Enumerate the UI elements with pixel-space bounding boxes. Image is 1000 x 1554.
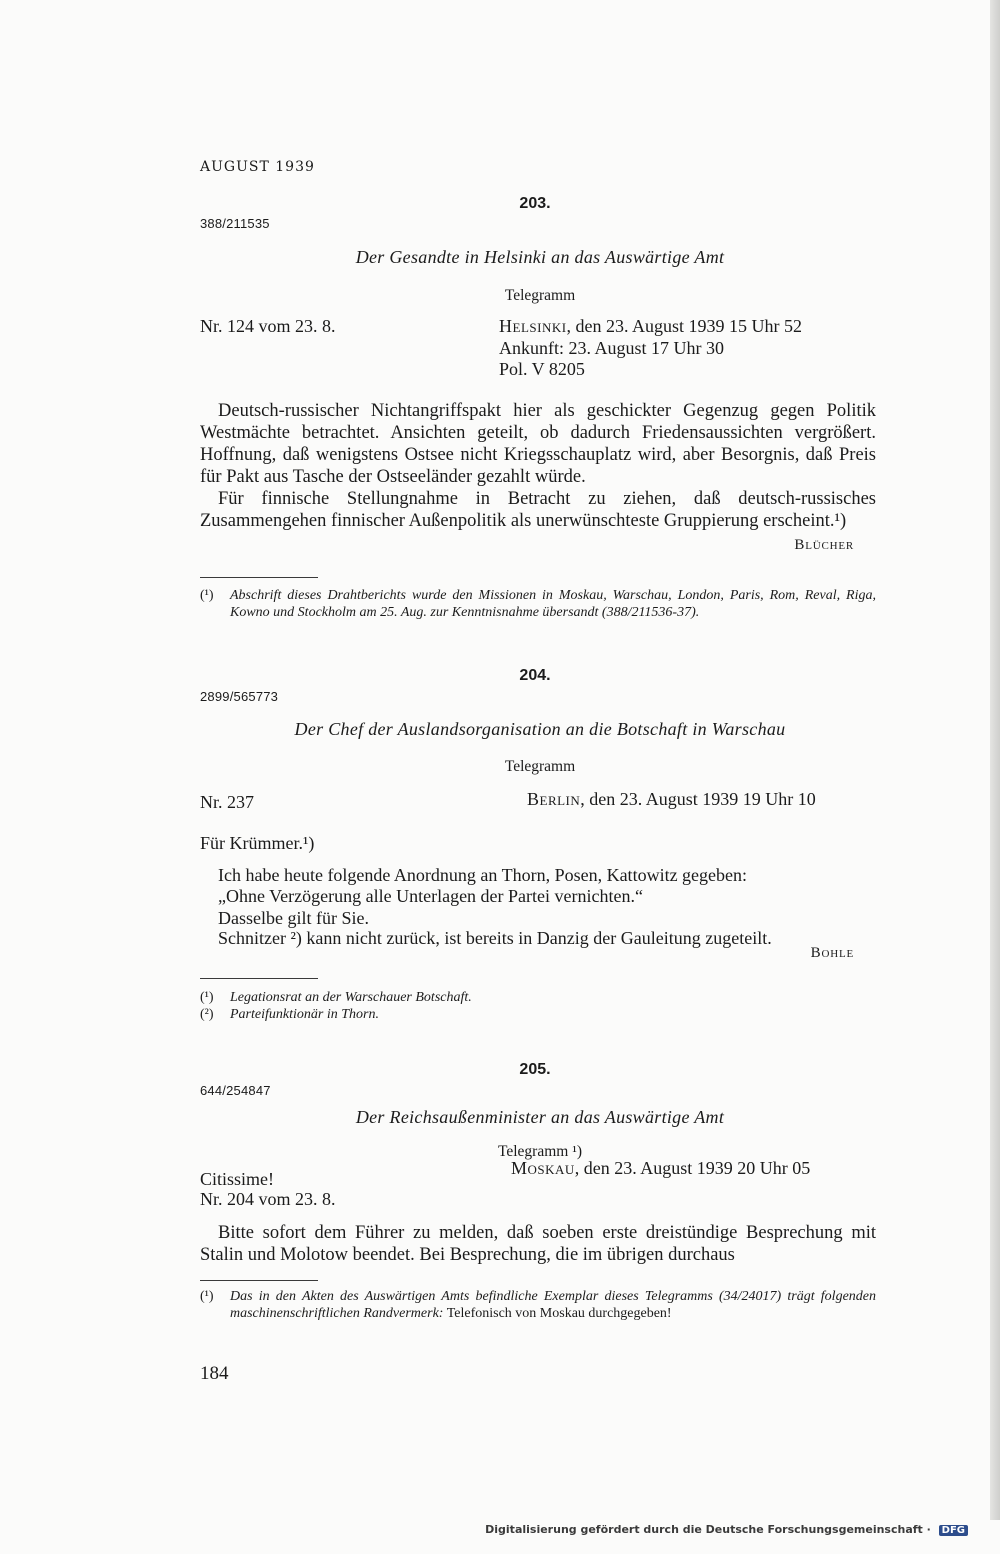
arrival-line: Ankunft: 23. August 17 Uhr 30: [499, 338, 724, 358]
urgency-marker: Citissime!: [200, 1169, 275, 1189]
document-title: Der Chef der Auslandsorganisation an die Botschaft in Warschau: [294, 719, 786, 739]
document-type: Telegramm ¹): [497, 1143, 583, 1160]
place-date-line: [499, 316, 802, 337]
footnote-text: Abschrift dieses Drahtberichts wurde den Missionen in Moskau, Warschau, London, Paris, Rom, Reval, Riga, Kowno und Stockholm am 25. Aug. zur Kenntnisnahme übersandt (388/211536-37).: [230, 588, 876, 620]
document-type: Telegramm: [504, 758, 576, 775]
dfg-logo: DFG: [939, 1525, 968, 1536]
document-type: Telegramm: [504, 287, 576, 304]
signature: Bohle: [810, 945, 854, 961]
credit-text: Digitalisierung gefördert durch die Deutsche Forschungsgemeinschaft: [485, 1523, 923, 1536]
place-name: Helsinki: [499, 316, 567, 336]
footnote-italic-text: Das in den Akten des Auswärtigen Amts befindliche Exemplar dieses Telegramms (34/24017) trägt folgenden maschinenschriftlichen Randvermerk:: [230, 1289, 876, 1321]
footnote-mark: (¹): [200, 1289, 214, 1304]
footnote-text: [230, 1288, 876, 1322]
date-time: , den 23. August 1939 15 Uhr 52: [566, 316, 803, 336]
footnote-rule: [200, 1280, 318, 1281]
place-name: Moskau: [511, 1158, 575, 1178]
telegram-number: Nr. 237: [200, 792, 254, 812]
file-reference: 644/254847: [200, 1083, 271, 1098]
place-date-line: [527, 789, 816, 810]
document-body: [200, 400, 876, 532]
place-name: Berlin: [527, 789, 581, 809]
document-title: Der Reichsaußenminister an das Auswärtige Amt: [355, 1107, 725, 1127]
addressee: Für Krümmer.¹): [200, 833, 315, 853]
body-paragraph: Bitte sofort dem Führer zu melden, daß soeben erste dreistündige Besprechung mit Stalin und Molotow beendet. Bei Besprechung, die im übrigen durchaus: [200, 1223, 876, 1265]
file-reference: 388/211535: [200, 216, 270, 231]
footnote-upright-text: Telefonisch von Moskau durchgegeben!: [443, 1306, 672, 1321]
document-number: 205.: [519, 1061, 551, 1078]
footnote-rule: [200, 978, 318, 979]
footnote-mark: (¹): [200, 588, 214, 603]
page-number: 184: [200, 1363, 229, 1384]
telegram-number: Nr. 204 vom 23. 8.: [200, 1189, 336, 1209]
footnote-text: Legationsrat an der Warschauer Botschaft.: [230, 990, 472, 1005]
footnote-rule: [200, 577, 318, 578]
footnote-text: Parteifunktionär in Thorn.: [230, 1007, 379, 1022]
body-line: Ich habe heute folgende Anordnung an Thorn, Posen, Kattowitz gegeben:: [218, 865, 748, 885]
footnote: [200, 1006, 876, 1023]
pol-reference: Pol. V 8205: [499, 359, 585, 379]
document-title: Der Gesandte in Helsinki an das Auswärtige Amt: [355, 247, 725, 267]
body-line: „Ohne Verzögerung alle Unterlagen der Partei vernichten.“: [218, 886, 643, 906]
body-paragraph: Für finnische Stellungnahme in Betracht zu ziehen, daß deutsch-russisches Zusammengehen finnischer Außenpolitik als unerwünschteste Gruppierung erscheint.¹): [200, 489, 876, 531]
place-date-line: [511, 1158, 810, 1179]
digitization-credit: Digitalisierung gefördert durch die Deutsche Forschungsgemeinschaft · DFG: [485, 1523, 968, 1536]
footnote-mark: (²): [200, 1007, 214, 1022]
file-reference: 2899/565773: [200, 689, 279, 704]
footnote: [200, 587, 876, 621]
body-line: Dasselbe gilt für Sie.: [218, 908, 369, 928]
footnote: [200, 989, 876, 1006]
document-body: [200, 1222, 876, 1266]
body-paragraph: Deutsch-russischer Nichtangriffspakt hier als geschickter Gegenzug gegen Politik Westmächte betrachtet. Ansichten geteilt, ob dadurch Friedensaussichten vergrößert. Hoffnung, daß wenigstens Ostsee nicht Kriegsschauplatz wird, aber Besorgnis, daß Preis für Pakt aus Tasche der Ostseeländer gezahlt würde.: [200, 401, 876, 487]
signature: Blücher: [794, 537, 854, 553]
running-head: AUGUST 1939: [200, 159, 315, 175]
footnote-mark: (¹): [200, 990, 214, 1005]
footnote: [200, 1288, 876, 1322]
date-time: , den 23. August 1939 20 Uhr 05: [574, 1158, 811, 1178]
document-number: 204.: [519, 667, 551, 684]
scan-gutter: [990, 0, 1000, 1520]
telegram-number: Nr. 124 vom 23. 8.: [200, 316, 336, 336]
date-time: , den 23. August 1939 19 Uhr 10: [580, 789, 816, 809]
document-number: 203.: [519, 195, 551, 212]
body-line: Schnitzer ²) kann nicht zurück, ist bereits in Danzig der Gauleitung zugeteilt.: [218, 928, 772, 948]
